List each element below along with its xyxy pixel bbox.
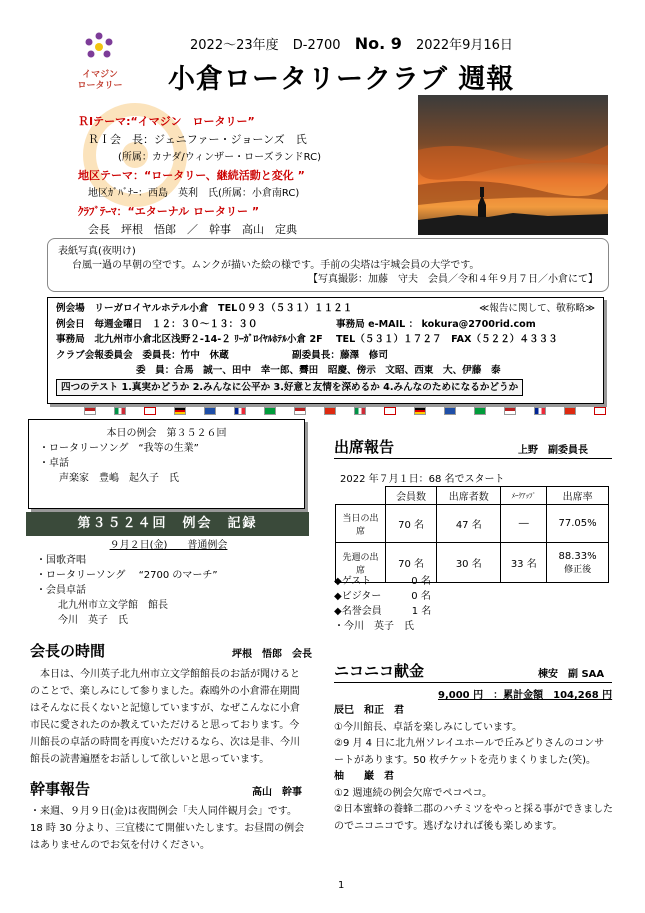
donor-name: 辰巳 和正 君	[334, 705, 404, 716]
cell-rate	[547, 543, 609, 583]
cell-rate: 77.05%	[547, 505, 609, 543]
flag-icon	[564, 407, 576, 415]
meeting-time: 例会日 毎週金曜日 １２：３０～１３：３０	[56, 318, 258, 330]
cell-members: 70 名	[386, 543, 437, 583]
club-info-box	[47, 297, 604, 404]
flag-icon	[294, 407, 306, 415]
donor-message: ②日本蜜蜂の養蜂二郡のハチミツをやっと採る事ができましたのでニコニコです。逃げなければ後も楽しめます。	[334, 804, 613, 832]
attendance-section-title: 出席報告	[334, 438, 395, 456]
flag-icon	[84, 407, 96, 415]
meeting-record-header: 第３５２４回 例会 記録	[26, 512, 309, 536]
flag-icon	[384, 407, 396, 415]
record-item: ・ロータリーソング “2700 のマーチ”	[36, 570, 218, 581]
todays-song: ・ロータリーソング “我等の生業”	[39, 443, 199, 454]
col-makeup: ﾒｰｸｱｯﾌﾟ	[501, 487, 547, 505]
theme-block	[78, 113, 321, 239]
guests: ◆ゲスト 0 名	[334, 576, 431, 587]
record-item: 北九州市立文学館 館長	[58, 600, 168, 611]
row-label: 先週の出席	[336, 543, 386, 583]
niko-entries	[334, 703, 614, 835]
flag-icon	[354, 407, 366, 415]
logo-text	[72, 70, 128, 92]
logo-text-line2: ロータリー	[77, 81, 123, 91]
cell-present: 30 名	[437, 543, 501, 583]
officers: 会長 坪根 悟郎 ／ 幹事 高山 定典	[88, 223, 297, 236]
visitors-list	[334, 574, 431, 634]
issue-date: 2022年9月16日	[416, 38, 513, 53]
attendance-corner	[336, 487, 386, 505]
visitors: ◆ビジター 0 名	[334, 591, 431, 602]
flag-icon	[204, 407, 216, 415]
honorary-name: ・今川 英子 氏	[334, 621, 414, 632]
flag-strip	[84, 405, 624, 417]
cell-rate-note: 修正後	[564, 564, 592, 575]
club-theme: “エターナル ロータリー ”	[127, 205, 260, 218]
cell-rate-value: 88.33%	[558, 550, 597, 562]
ri-theme: “イマジン ロータリー”	[130, 115, 255, 128]
office-address: 事務局 北九州市小倉北区浅野２-14-２ ﾘｰｶﾞﾛｲﾔﾙﾎﾃﾙ小倉 2F	[56, 334, 323, 345]
col-present: 出席者数	[437, 487, 501, 505]
office-tel: TEL（５３１）１７２７ FAX（５２２）４３３３	[336, 334, 558, 345]
todays-talk-label: ・卓話	[39, 458, 69, 469]
logo-text-line1: イマジン	[82, 70, 118, 80]
photo-credit: 【写真撮影：加藤 守夫 会員／令和４年９月７日／小倉にて】	[308, 274, 598, 285]
row-label: 当日の出席	[336, 505, 386, 543]
president-author: 坪根 悟郎 会長	[232, 649, 312, 660]
cell-members: 70 名	[386, 505, 437, 543]
honorary: ◆名誉会員 1 名	[334, 606, 432, 617]
cell-makeup: ―	[501, 505, 547, 543]
flag-icon	[144, 407, 156, 415]
ri-theme-label: ＲIテーマ:	[78, 115, 131, 128]
issue-number: No. 9	[354, 34, 402, 53]
club-title: 小倉ロータリークラブ 週報	[168, 64, 515, 95]
office-email: 事務局 e-MAIL ： kokura@2700rid.com	[336, 318, 536, 330]
four-way-test-text: 四つのテスト 1.真実かどうか 2.みんなに公平か 3.好意と友情を深めるか 4.みんなのためになるかどうか	[61, 381, 519, 393]
committee-chair: クラブ会報委員会 委員長：竹中 休蔵	[56, 349, 229, 361]
header-info	[190, 34, 523, 53]
flag-icon	[114, 407, 126, 415]
flag-icon	[534, 407, 546, 415]
club-theme-label: ｸﾗﾌﾞﾃｰﾏ：	[78, 205, 128, 218]
attendance-start: 2022 年７月１日：68 名でスタート	[340, 474, 505, 485]
col-members: 会員数	[386, 487, 437, 505]
four-way-test	[56, 379, 523, 397]
flag-icon	[234, 407, 246, 415]
ri-president: ＲＩ会 長：ジェニファー・ジョーンズ 氏	[88, 133, 307, 146]
venue: 例会場 リーガロイヤルホテル小倉 TEL０９３（５３１）１１２１	[56, 303, 353, 314]
photo-description: 台風一過の早朝の空です。ムンクが描いた絵の様です。手前の尖塔は宇城会員の大学です。	[72, 260, 480, 271]
notice: ≪報告に関して、敬称略≫	[479, 303, 595, 314]
flag-icon	[264, 407, 276, 415]
niko-author: 棟安 副 SAA	[538, 669, 605, 680]
president-section-title: 会長の時間	[30, 642, 106, 660]
record-item: ・会員卓話	[36, 585, 86, 596]
secretary-text: ・来週、９月９日(金)は夜間例会「夫人同伴観月会」です。18 時 30 分より、三宜楼にて開催いたします。お昼間の例会はありませんのでお気を付けください。	[30, 806, 305, 851]
district: D-2700	[292, 38, 341, 53]
secretary-section-title: 幹事報告	[30, 780, 91, 798]
page-number: 1	[338, 880, 345, 891]
flag-icon	[444, 407, 456, 415]
rotary-imagine-logo-icon	[83, 31, 115, 63]
todays-speaker: 声楽家 豊嶋 起久子 氏	[59, 473, 179, 484]
cell-present: 47 名	[437, 505, 501, 543]
photo-label: 表紙写真(夜明け)	[58, 246, 136, 257]
committee-members: 委 員：合馬 誠一、田中 幸一郎、霽田 昭慶、傍示 文昭、西東 大、伊藤 泰	[136, 365, 501, 376]
cell-makeup: 33 名	[501, 543, 547, 583]
donor-message: ①2 週連続の例会欠席でペコペコ。	[334, 787, 493, 799]
flag-icon	[324, 407, 336, 415]
secretary-author: 高山 幹事	[252, 787, 302, 798]
photo-caption-box	[47, 238, 609, 292]
flag-icon	[504, 407, 516, 415]
donor-name: 柚 巌 君	[334, 771, 394, 782]
todays-meeting-box	[28, 419, 305, 509]
district-theme: “ロータリー、継続活動と変化 ”	[144, 169, 305, 182]
year: 2022～23年度	[190, 38, 279, 53]
niko-total: 9,000 円 ：累計金額 104,268 円	[438, 690, 613, 701]
niko-section-title: ニコニコ献金	[334, 662, 425, 680]
governor: 地区ｶﾞﾊﾞﾅｰ：西島 英利 氏(所属：小倉南RC)	[88, 188, 300, 199]
donor-message: ②9 月 4 日に北九州ソレイユホールで丘みどりさんのコンサートがあります。50 枚チケットを売りまくりました(笑)。	[334, 738, 605, 766]
donor-message: ①今川館長、卓話を楽しみにしています。	[334, 721, 523, 733]
record-item: ・国歌斉唱	[36, 555, 86, 566]
col-rate: 出席率	[547, 487, 609, 505]
todays-meeting-title: 本日の例会 第３５２６回	[106, 428, 227, 439]
meeting-record-body	[28, 536, 309, 636]
flag-icon	[474, 407, 486, 415]
cover-photo	[418, 95, 608, 235]
president-text: 本日は、今川英子北九州市立文学館館長のお話が聞けるとのことで、楽しみにして参りました。森鴎外の小倉滞在期間はそんなに長くないと記憶していますが、なぜこんなに小倉市民に愛されたのか教えていただけると思っております。今川館長の卓話の時間を再度いただけるなら、次は是非、今川館長の読書遍歴をお話しして欲しいと思っています。	[30, 669, 300, 765]
attendance-author: 上野 副委員長	[518, 445, 588, 456]
flag-icon	[414, 407, 426, 415]
record-item: 今川 英子 氏	[58, 615, 128, 626]
attendance-table	[335, 486, 609, 583]
ri-president-affiliation: (所属：カナダ/ウィンザー・ローズランドRC)	[118, 152, 322, 163]
record-date: ９月２日(金) 普通例会	[109, 540, 228, 551]
committee-vice: 副委員長：藤澤 修司	[292, 349, 388, 361]
flag-icon	[594, 407, 606, 415]
flag-icon	[174, 407, 186, 415]
district-theme-label: 地区テーマ：	[78, 169, 144, 182]
